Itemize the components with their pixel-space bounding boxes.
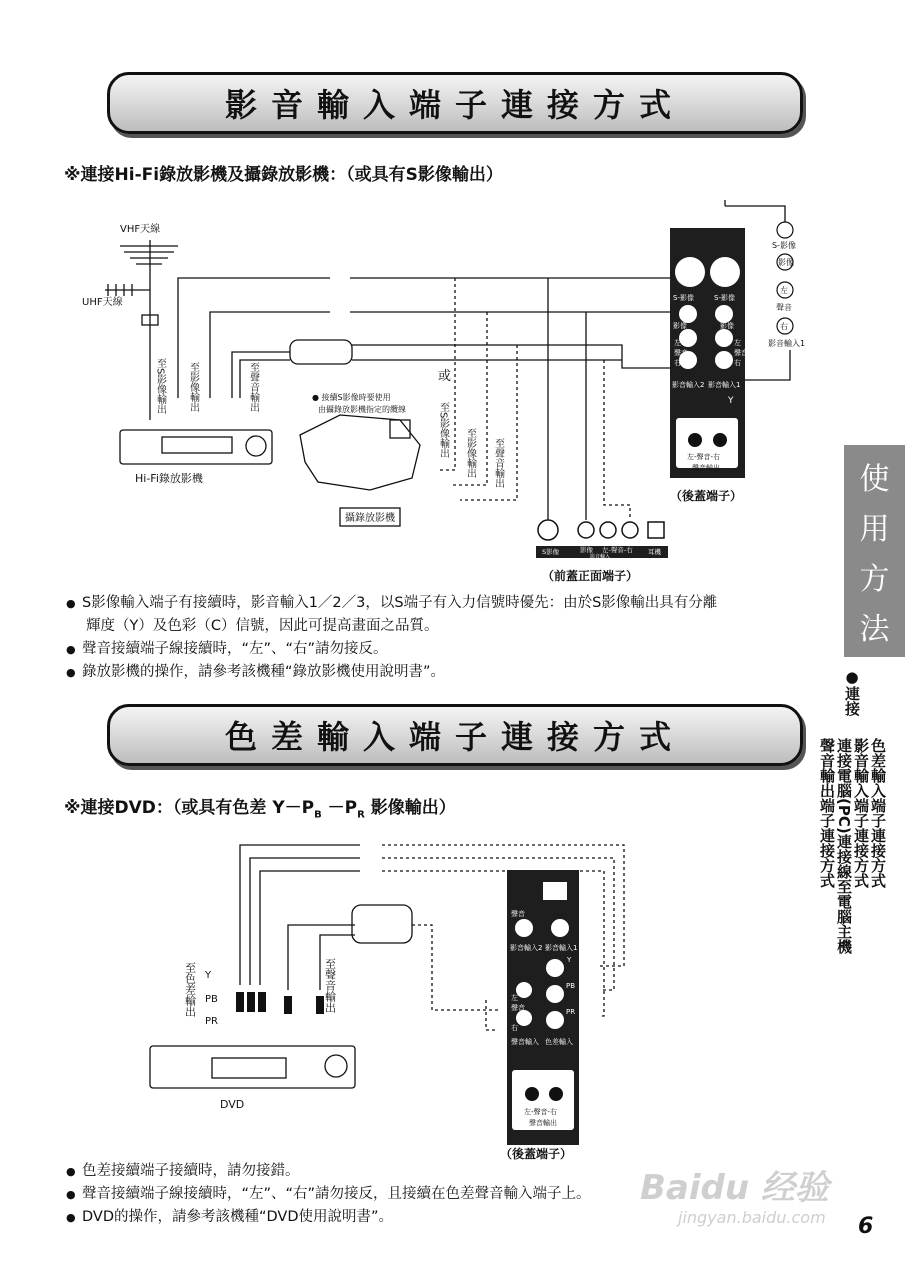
pr-label: PR [205,1016,218,1027]
section1-title: 影音輸入端子連接方式 [224,86,685,124]
comp-pr-label: PR [566,1008,576,1016]
comp-rear-cover-label: （後蓋端子） [500,1147,573,1161]
rear-s-video-1-label: S-影像 [673,294,694,302]
comp-audio-label: 聲音 [511,1004,525,1012]
usage-side-tab: 使 用 方 法 [844,445,905,657]
side-nav-col5: 聲音輸出端子連接方式 [818,738,836,888]
legend-input1: 影音輸入1 [768,339,806,348]
rear-cover-label: （後蓋端子） [670,489,743,503]
side-nav-col1: ●連接 [843,668,861,716]
rear-s-video-2-label: S-影像 [714,294,735,302]
antenna-vhf-label: VHF天線 [120,224,161,235]
legend-audio: 聲音 [776,303,792,312]
rear-y-label: Y [728,396,734,406]
comp-y-label: Y [567,956,572,964]
antenna-uhf-label: UHF天線 [82,297,123,308]
note-item: ● 聲音接續端子線接續時，“左”、“右”請勿接反。 [66,638,717,661]
comp-audio-in-label: 聲音輸入 [511,1038,539,1046]
section1-notes [66,592,717,684]
rear-audio-out-label: 聲音輸出 [692,464,720,472]
note-item: ● 錄放影機的操作，請參考該機種“錄放影機使用說明書”。 [66,661,717,684]
legend-right: 右 [780,322,788,331]
comp-rear-audio-label: 聲音 [511,910,525,918]
comp-rear-audio-out-label: 聲音輸出 [529,1119,557,1127]
rear-right-1-label: 右 [674,359,681,367]
comp-left-label: 左 [511,994,518,1002]
comp-rear-lr-label: 左-聲音-右 [524,1108,558,1116]
or-label: 或 [438,369,452,384]
section2-notes [66,1160,591,1229]
camcorder-note-1: ● 接續S影像時要使用 [312,393,391,402]
section2-subtitle: ※連接DVD：（或具有色差 $Y-P_B -P_R$ 影像輸出） [64,798,456,821]
to-component-out-label: 至色差輸出 [183,962,197,1017]
cam-to-video-label: 至影像輸出 [464,428,476,478]
pb-label: PB [205,994,218,1005]
comp-rear-input2-label: 影音輸入2 [510,944,543,952]
vcr-to-s-video-label: 至S影像輸出 [154,358,166,415]
page-number: 6 [858,1214,874,1239]
rear-left-2-label: 左 [734,339,741,347]
rear-input2-label: 影音輸入2 [672,381,705,389]
rear-lr-label: 左-聲音-右 [687,453,721,461]
baidu-watermark-logo: Baidu 经验 [640,1168,829,1208]
cam-to-s-video-label: 至S影像輸出 [437,402,449,459]
side-nav-col3: 影音輸入端子連接方式 [852,738,870,888]
component-connection-diagram [0,820,905,1165]
note-item: ● S影像輸入端子有接續時，影音輸入1／2／3，以S端子有入力信號時優先：由於S影像輸出具有分離 輝度（Y）及色彩（C）信號，因此可提高畫面之品質。 [66,592,717,638]
rear-right-2-label: 右 [734,359,741,367]
note-item: ● DVD的操作，請參考該機種“DVD使用說明書”。 [66,1206,591,1229]
side-nav-col4: 連接電腦(PC)連接線至電腦主機 [835,738,853,954]
section2-title-banner [107,704,803,766]
section1-subtitle: ※連接Hi-Fi錄放影機及攝錄放影機：（或具有S影像輸出） [64,165,503,185]
to-audio-out-label: 至聲音輸出 [323,958,337,1013]
rear-audio-2-label: 聲音 [734,349,748,357]
side-nav-col2: 色差輸入端子連接方式 [869,738,887,888]
camcorder-note-2: 由攝錄放影機指定的纜線 [318,405,406,414]
vcr-to-audio-label: 至聲音輸出 [247,362,259,412]
front-av-input-label: 影音輸入 [590,554,611,560]
comp-input-label: 色差輸入 [545,1038,573,1046]
cam-to-audio-label: 至聲音輸出 [492,438,504,488]
section2-title: 色差輸入端子連接方式 [224,718,685,756]
front-headphone-label: 耳機 [648,548,661,556]
front-video-label: 影像 [580,546,593,554]
comp-rear-input1-label: 影音輸入1 [545,944,578,952]
av-connection-diagram [0,200,905,590]
section1-title-banner [107,72,803,134]
rear-video-2-label: 影像 [720,322,734,330]
front-cover-label: （前蓋正面端子） [542,569,639,583]
vcr-label: Hi-Fi錄放影機 [135,472,203,485]
front-s-video-label: S影像 [542,548,560,556]
note-item: ● 聲音接續端子線接續時，“左”、“右”請勿接反，且接續在色差聲音輸入端子上。 [66,1183,591,1206]
baidu-watermark-url: jingyan.baidu.com [678,1208,826,1227]
rear-left-1-label: 左 [674,339,681,347]
legend-s-video: S-影像 [772,241,796,250]
comp-pb-label: PB [566,982,576,990]
rear-input1-label: 影音輸入1 [708,381,741,389]
dvd-label: DVD [220,1098,245,1111]
comp-right-label: 右 [511,1024,518,1032]
rear-video-1-label: 影像 [673,322,687,330]
legend-video: 影像 [778,258,794,267]
y-label: Y [205,970,212,981]
camcorder-label: 攝錄放影機 [345,513,395,524]
rear-audio-1-label: 聲音 [674,349,688,357]
front-lr-label: 左-聲音-右 [602,546,633,554]
vcr-to-video-label: 至影像輸出 [187,362,199,412]
legend-left: 左 [780,286,788,295]
note-item: ● 色差接續端子接續時，請勿接錯。 [66,1160,591,1183]
